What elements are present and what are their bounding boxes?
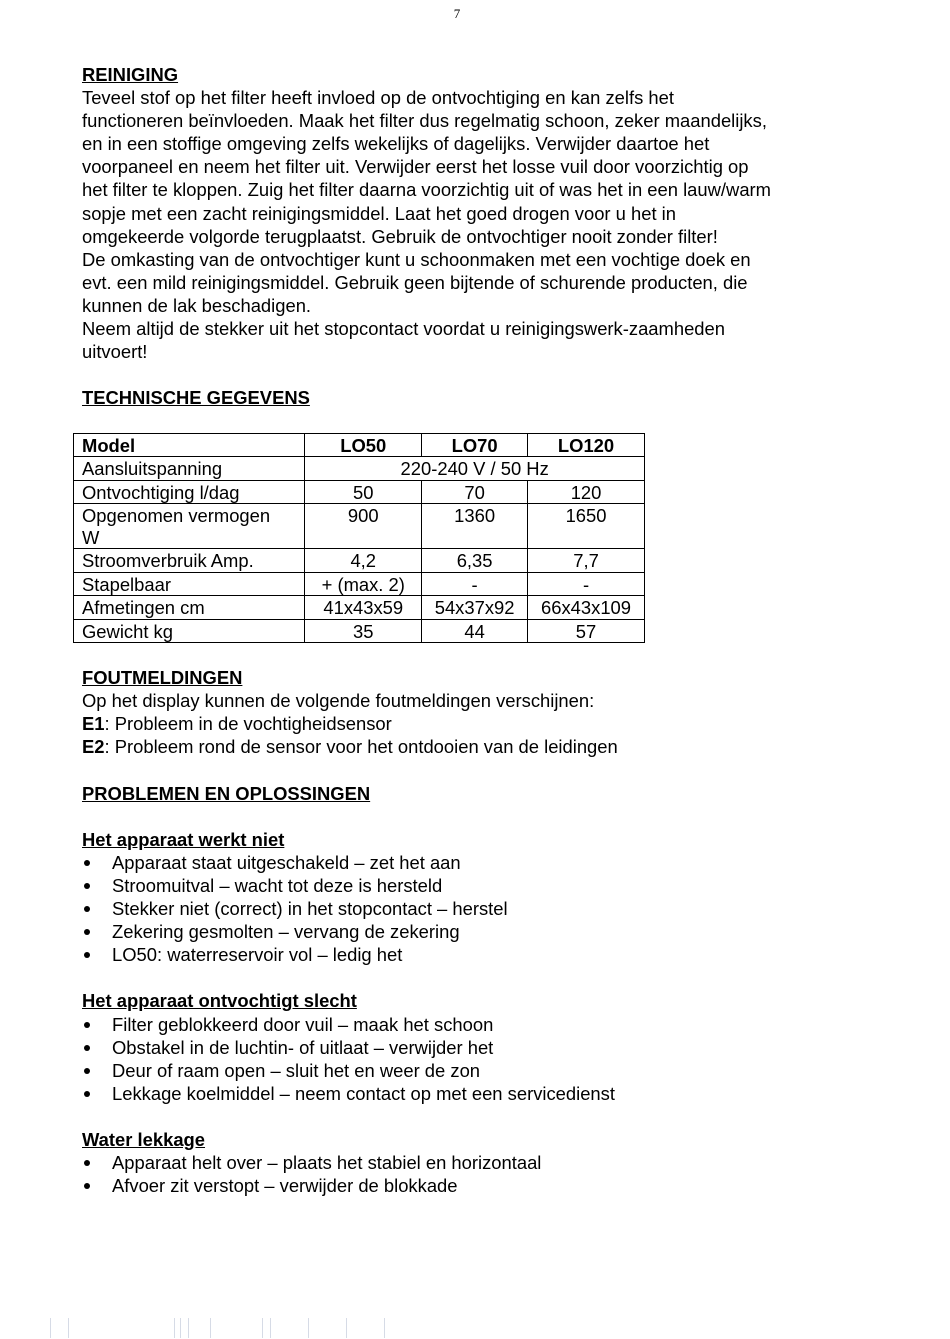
table-cell-value: 900 xyxy=(305,504,422,549)
document-body xyxy=(82,63,882,1197)
list-item xyxy=(82,874,882,897)
error-text: : Probleem in de vochtigheidsensor xyxy=(104,713,392,735)
problem-subtitle: Water lekkage xyxy=(82,1128,206,1150)
table-cell-value: 120 xyxy=(528,480,645,504)
section-problems xyxy=(82,782,882,1198)
error-item xyxy=(82,735,882,758)
list-item-text: Filter geblokkeerd door vuil – maak het schoon xyxy=(112,1013,494,1035)
table-cell-value: 35 xyxy=(305,619,422,643)
bullet-icon xyxy=(84,883,90,889)
scan-artifact-marks xyxy=(50,1318,450,1338)
list-item-text: Stekker niet (correct) in het stopcontact – herstel xyxy=(112,898,508,920)
table-cell-value: 57 xyxy=(528,619,645,643)
section-title-reiniging: REINIGING xyxy=(82,64,179,85)
table-cell-value: 7,7 xyxy=(528,549,645,573)
list-item xyxy=(82,1174,882,1197)
list-item xyxy=(82,1059,882,1082)
error-text: : Probleem rond de sensor voor het ontdooien van de leidingen xyxy=(104,736,618,758)
table-row xyxy=(74,619,645,643)
list-item xyxy=(82,1082,882,1105)
table-cell-value: + (max. 2) xyxy=(305,572,422,596)
table-cell-label: Stapelbaar xyxy=(74,572,305,596)
problem-subtitle: Het apparaat werkt niet xyxy=(82,828,285,850)
list-item xyxy=(82,1013,882,1036)
list-item xyxy=(82,920,882,943)
table-header-cell: LO70 xyxy=(422,433,528,457)
table-header-cell: Model xyxy=(74,433,305,457)
list-item xyxy=(82,897,882,920)
table-cell-value: 50 xyxy=(305,480,422,504)
error-item xyxy=(82,712,882,735)
list-item-text: Apparaat staat uitgeschakeld – zet het aan xyxy=(112,851,461,873)
list-item-text: Apparaat helt over – plaats het stabiel en horizontaal xyxy=(112,1152,542,1174)
table-cell-value: - xyxy=(422,572,528,596)
table-row xyxy=(74,549,645,573)
table-row xyxy=(74,572,645,596)
bullet-icon xyxy=(84,906,90,912)
table-cell-label: Aansluitspanning xyxy=(74,457,305,481)
section-title-problems: PROBLEMEN EN OPLOSSINGEN xyxy=(82,782,371,804)
section-title-errors: FOUTMELDINGEN xyxy=(82,667,243,689)
section-reiniging xyxy=(82,63,882,363)
table-cell-value: 4,2 xyxy=(305,549,422,573)
table-cell-value: - xyxy=(528,572,645,596)
table-cell-value: 1360 xyxy=(422,504,528,549)
error-code: E1 xyxy=(82,713,105,735)
list-item xyxy=(82,1151,882,1174)
bullet-icon xyxy=(84,1022,90,1028)
bullet-icon xyxy=(84,1160,90,1166)
table-row xyxy=(74,596,645,620)
bullet-icon xyxy=(84,1091,90,1097)
problem-subtitle: Het apparaat ontvochtigt slecht xyxy=(82,990,357,1012)
bullet-icon xyxy=(84,952,90,958)
table-cell-value: 54x37x92 xyxy=(422,596,528,620)
bullet-icon xyxy=(84,860,90,866)
table-cell-label: Stroomverbruik Amp. xyxy=(74,549,305,573)
table-row xyxy=(74,480,645,504)
section-errors xyxy=(82,666,882,758)
table-row xyxy=(74,457,645,481)
error-code: E2 xyxy=(82,736,105,758)
errors-intro: Op het display kunnen de volgende foutmeldingen verschijnen: xyxy=(82,690,595,712)
table-cell-value: 6,35 xyxy=(422,549,528,573)
bullet-icon xyxy=(84,1045,90,1051)
table-cell-label: Ontvochtiging l/dag xyxy=(74,480,305,504)
list-item-text: Zekering gesmolten – vervang de zekering xyxy=(112,921,460,943)
specs-table xyxy=(73,433,645,644)
list-item xyxy=(82,1036,882,1059)
list-item-text: Deur of raam open – sluit het en weer de zon xyxy=(112,1059,481,1081)
list-item-text: Stroomuitval – wacht tot deze is hersteld xyxy=(112,874,443,896)
table-header-cell: LO50 xyxy=(305,433,422,457)
list-item xyxy=(82,943,882,966)
table-cell-value: 44 xyxy=(422,619,528,643)
problem-list xyxy=(82,851,882,966)
table-cell-label: Opgenomen vermogen W xyxy=(74,504,305,549)
page-number: 7 xyxy=(453,6,461,21)
list-item xyxy=(82,851,882,874)
section-title-technical: TECHNISCHE GEGEVENS xyxy=(82,387,310,409)
list-item-text: Afvoer zit verstopt – verwijder de blokkade xyxy=(112,1175,458,1197)
table-cell-value: 70 xyxy=(422,480,528,504)
table-cell-value: 220-240 V / 50 Hz xyxy=(305,457,645,481)
list-item-text: Obstakel in de luchtin- of uitlaat – verwijder het xyxy=(112,1036,494,1058)
table-header-row xyxy=(74,433,645,457)
list-item-text: LO50: waterreservoir vol – ledig het xyxy=(112,944,403,966)
table-cell-value: 1650 xyxy=(528,504,645,549)
problem-list xyxy=(82,1013,882,1105)
table-cell-label: Afmetingen cm xyxy=(74,596,305,620)
bullet-icon xyxy=(84,1068,90,1074)
table-cell-label: Gewicht kg xyxy=(74,619,305,643)
problem-list xyxy=(82,1151,882,1197)
table-cell-value: 41x43x59 xyxy=(305,596,422,620)
list-item-text: Lekkage koelmiddel – neem contact op met een servicedienst xyxy=(112,1082,615,1104)
table-header-cell: LO120 xyxy=(528,433,645,457)
bullet-icon xyxy=(84,1183,90,1189)
reiniging-text: Teveel stof op het filter heeft invloed op de ontvochtiging en kan zelfs het functioneren beïnvloeden. Maak het filter dus regelmatig schoon, zeker maandelijks, en in een stoffige omgeving zelfs wekelijks of dagelijks. Verwijder daartoe het voorpaneel en neem het filter uit. Verwijder eerst het losse vuil door voorzichtig op het filter te kloppen. Zuig het filter daarna voorzichtig uit of was het in een lauw/warm sopje met een zacht reinigingsmiddel. Laat het goed drogen voor u het in omgekeerde volgorde terugplaatst. Gebruik de ontvochtiger nooit zonder filter! De omkasting van de ontvochtiger kunt u schoonmaken met een vochtige doek en evt. een mild reinigingsmiddel. Gebruik geen bijtende of schurende producten, die kunnen de lak beschadigen. Neem altijd de stekker uit het stopcontact voordat u reinigingswerk-zaamheden uitvoert! xyxy=(82,87,771,363)
section-technical xyxy=(82,386,882,643)
table-row xyxy=(74,504,645,549)
bullet-icon xyxy=(84,929,90,935)
table-cell-value: 66x43x109 xyxy=(528,596,645,620)
